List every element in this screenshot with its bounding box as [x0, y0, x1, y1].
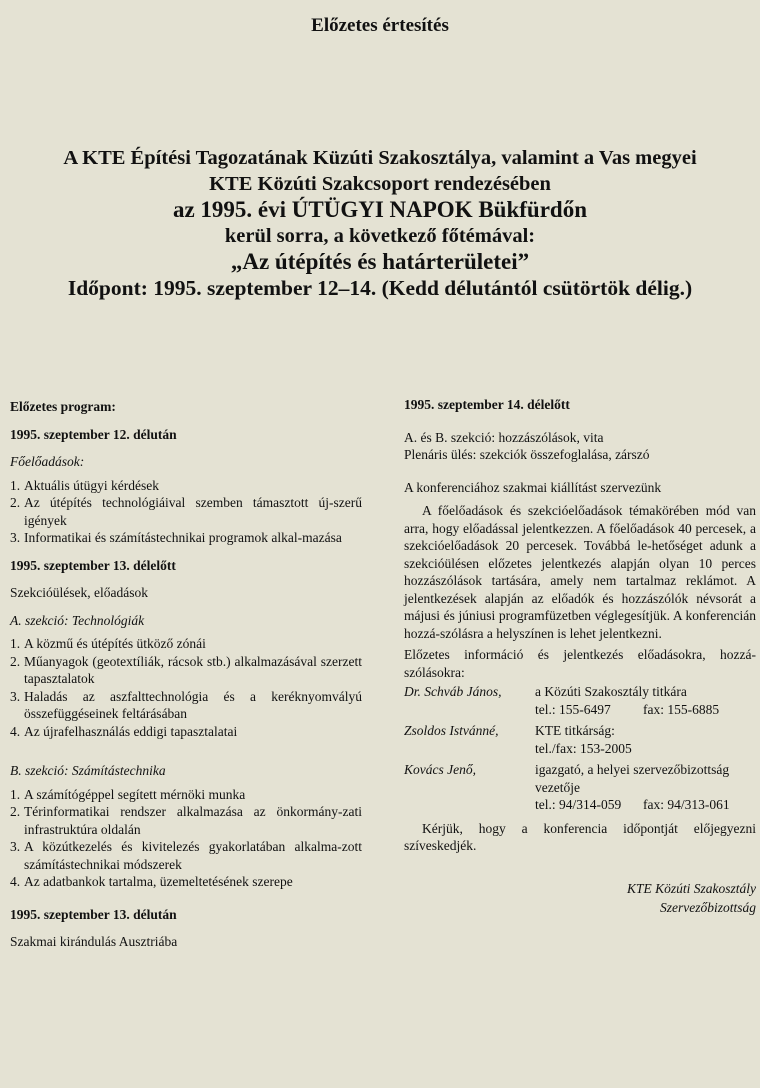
contact-name: Kovács Jenő,	[404, 762, 476, 777]
contact-fax: fax: 94/313-061	[643, 797, 730, 812]
day2-afternoon-text: Szakmai kirándulás Ausztriába	[10, 934, 178, 949]
contact-entry	[404, 722, 756, 757]
contact-entry	[404, 683, 756, 718]
list-item: 3. Haladás az aszfalttechnológia és a keréknyomvályú összefüggéseinek feltárásában	[10, 688, 362, 721]
contact-phone: tel.: 155-6497	[535, 701, 611, 717]
section-b-list	[10, 786, 362, 891]
list-item: 2. Műanyagok (geotextíliák, rácsok stb.) alkalmazásával szerzett tapasztalatok	[10, 653, 362, 686]
section-a-title: A. szekció: Technológiák	[10, 612, 145, 628]
list-item: 4. Az adatbankok tartalma, üzemeltetésének szerepe	[10, 874, 293, 889]
headline-line-2: KTE Közúti Szakcsoport rendezésében	[209, 173, 551, 195]
page-title: Előzetes értesítés	[311, 15, 449, 36]
list-item: 1. A számítógéppel segített mérnöki munka	[10, 786, 246, 802]
day1-heading: 1995. szeptember 12. délután	[10, 426, 177, 442]
headline-line-4: kerül sorra, a következő főtémával:	[224, 225, 536, 247]
contact-phone: tel./fax: 153-2005	[535, 740, 632, 756]
list-item: 4. Az újrafelhasználás eddigi tapasztalatai	[10, 723, 238, 739]
list-item: 3. Informatikai és számítástechnikai programok alkal-mazása	[10, 530, 342, 545]
program-column	[10, 398, 362, 951]
day2-heading: 1995. szeptember 13. délelőtt	[10, 557, 176, 573]
contact-role: a Közúti Szakosztály titkára	[535, 684, 687, 699]
info-intro: Előzetes információ és jelentkezés előadásokra, hozzá-szólásokra:	[404, 647, 756, 680]
headline-line-3: az 1995. évi ÚTÜGYI NAPOK Bükfürdőn	[172, 197, 588, 222]
contact-role: igazgató, a helyei szervezőbizottság	[535, 762, 730, 777]
headline-line-5: „Az útépítés és határterületei”	[230, 249, 530, 274]
closing-text: Kérjük, hogy a konferencia időpontját előjegyezni szíveskedjék.	[404, 820, 756, 853]
headline-line-6: Időpont: 1995. szeptember 12–14. (Kedd délutántól csütörtök délig.)	[67, 276, 693, 300]
announcement-headline	[0, 145, 760, 301]
section-b-title: B. szekció: Számítástechnika	[10, 763, 166, 778]
contact-role: KTE titkárság:	[535, 723, 615, 738]
list-item: 2. Az útépítés technológiáival szemben támasztott új-szerű igények	[10, 495, 362, 528]
day3-line-2: Plenáris ülés: szekciók összefoglalása, zárszó	[404, 447, 650, 462]
contact-name: Zsoldos Istvánné,	[404, 723, 499, 738]
signature	[404, 879, 756, 917]
signature-line-1: KTE Közúti Szakosztály	[626, 880, 756, 896]
contact-fax: fax: 155-6885	[643, 701, 720, 717]
program-label: Előzetes program:	[10, 399, 116, 414]
day2-afternoon-heading: 1995. szeptember 13. délután	[10, 906, 177, 922]
contact-name: Dr. Schváb János,	[404, 684, 502, 699]
list-item: 1. A közmű és útépítés ütköző zónái	[10, 636, 206, 651]
section-a-list	[10, 635, 362, 740]
list-item: 1. Aktuális útügyi kérdések	[10, 477, 159, 493]
day3-heading: 1995. szeptember 14. délelőtt	[404, 397, 570, 412]
day3-line-1: A. és B. szekció: hozzászólások, vita	[404, 429, 604, 445]
day2-intro: Szekcióülések, előadások	[10, 585, 148, 600]
headline-line-1: A KTE Építési Tagozatának Küzúti Szakosztálya, valamint a Vas megyei	[63, 147, 697, 169]
info-column	[404, 396, 756, 917]
contact-phone: tel.: 94/314-059	[535, 797, 622, 812]
list-item: 3. A közútkezelés és kivitelezés gyakorlatában alkalma-zott számítástechnikai módszerek	[10, 839, 362, 872]
day1-list	[10, 477, 362, 547]
contact-role-cont: vezetője	[535, 779, 580, 795]
contact-entry	[404, 761, 756, 814]
list-item: 2. Térinformatikai rendszer alkalmazása az önkormány-zati infrastruktúra oldalán	[10, 804, 362, 837]
day1-subheading: Főelőadások:	[10, 454, 85, 469]
signature-line-2: Szervezőbizottság	[660, 899, 756, 915]
exhibit-line: A konferenciához szakmai kiállítást szervezünk	[404, 479, 662, 495]
call-for-papers: A főelőadások és szekcióelőadások témakörében mód van arra, hogy előadással jelentkezzen. A főelőadások 40 percesek, a szekcióelőadások 20 percesek. Továbbá le-hetőséget adunk a szekcióülésen előzetes jelentkezés alapján olyan 10 perces hozzászólások tartására, amely nem tartalmaz reklámot. A jelentkezések alapján az előadók és hozzászólók névsorát a májusi és júniusi programfüzetben véglegesítjük. A konferencián hozzá-szólásra a helyszínen is lehet jelentkezni.	[404, 503, 756, 641]
